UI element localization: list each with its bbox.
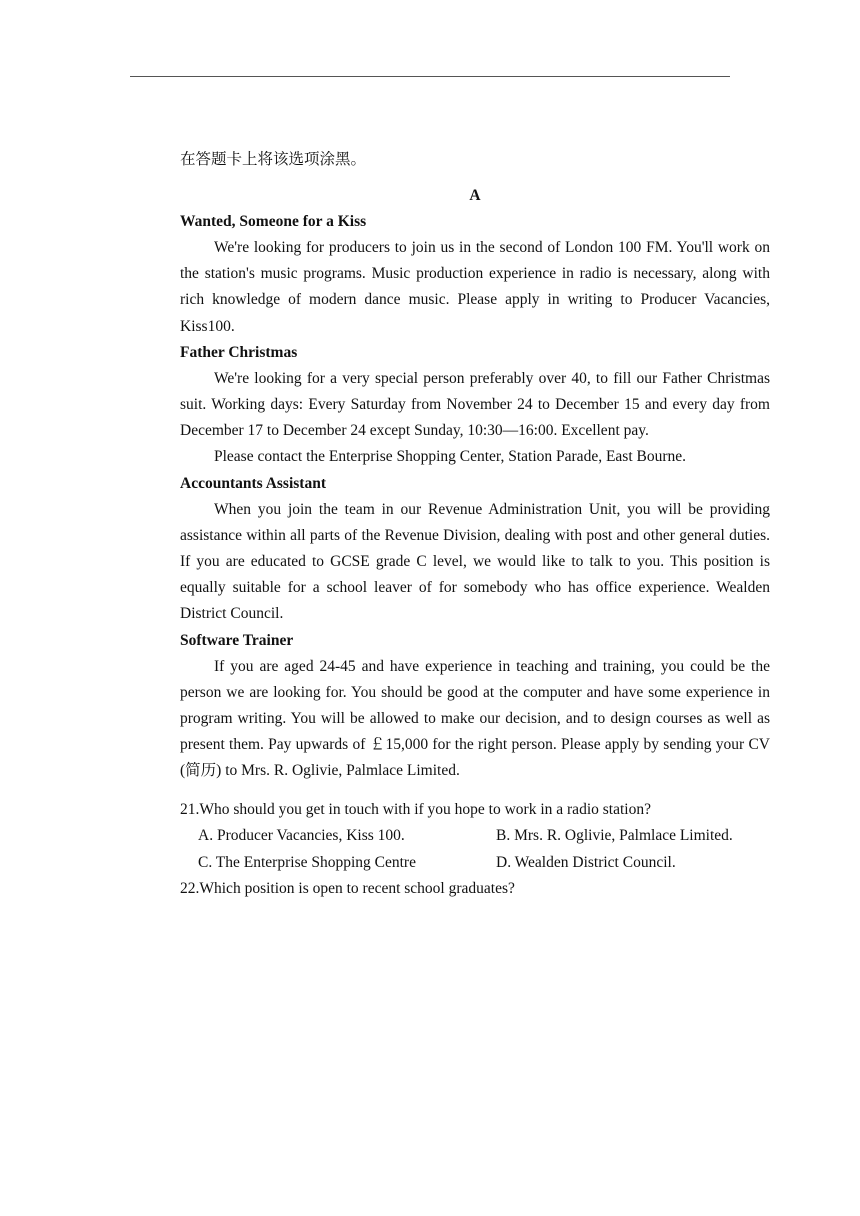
option-d: D. Wealden District Council. <box>496 853 676 871</box>
ad-paragraph: Please contact the Enterprise Shopping Center, Station Parade, East Bourne. <box>214 448 687 466</box>
ad-father-christmas <box>180 340 770 471</box>
ad-accountants-assistant <box>180 471 770 628</box>
question-stem: 21.Who should you get in touch with if you hope to work in a radio station? <box>180 800 651 818</box>
ad-title: Accountants Assistant <box>180 474 326 492</box>
exam-page <box>180 147 770 903</box>
option-c: C. The Enterprise Shopping Centre <box>198 853 416 871</box>
ad-title: Wanted, Someone for a Kiss <box>180 213 367 230</box>
option-b: B. Mrs. R. Oglivie, Palmlace Limited. <box>496 827 733 845</box>
ad-kiss <box>180 209 770 340</box>
question-stem: 22.Which position is open to recent school graduates? <box>180 880 515 898</box>
instruction-text: 在答题卡上将该选项涂黑。 <box>180 151 367 168</box>
answer-options <box>180 823 770 876</box>
ad-software-trainer <box>180 628 770 785</box>
ad-paragraph: If you are aged 24-45 and have experience in teaching and training, you could be the person we are looking for. You should be good at the computer and have some experience in program writing. You will be allowed to make our decision, and to design courses as well as present them. Pay upwards of ￡15,000 for the right person. Please apply by sending your CV (简历) to Mrs. R. Oglivie, Palmlace Limited. <box>180 657 770 780</box>
question-21 <box>180 797 770 877</box>
ad-title: Software Trainer <box>180 631 294 649</box>
ad-paragraph: We're looking for a very special person preferably over 40, to fill our Father Christmas suit. Working days: Every Saturday from November 24 to December 15 and every day from December 17 to December 24 except Sunday, 10:30—16:00. Excellent pay. <box>180 369 770 440</box>
ad-paragraph: We're looking for producers to join us in the second of London 100 FM. You'll work on the station's music programs. Music production experience in radio is necessary, along with rich knowledge of modern dance music. Please apply in writing to Producer Vacancies, Kiss100. <box>180 239 770 335</box>
question-22 <box>180 876 770 903</box>
ad-paragraph: When you join the team in our Revenue Administration Unit, you will be providing assistance within all parts of the Revenue Division, dealing with post and other general duties. If you are educated to GCSE grade C level, we would like to talk to you. This position is equally suitable for a school leaver of for somebody who has office experience. Wealden District Council. <box>180 500 770 623</box>
questions <box>180 797 770 903</box>
header-rule <box>130 76 730 77</box>
section-letter: A <box>469 187 481 204</box>
option-a: A. Producer Vacancies, Kiss 100. <box>198 827 405 845</box>
ad-title: Father Christmas <box>180 343 298 361</box>
